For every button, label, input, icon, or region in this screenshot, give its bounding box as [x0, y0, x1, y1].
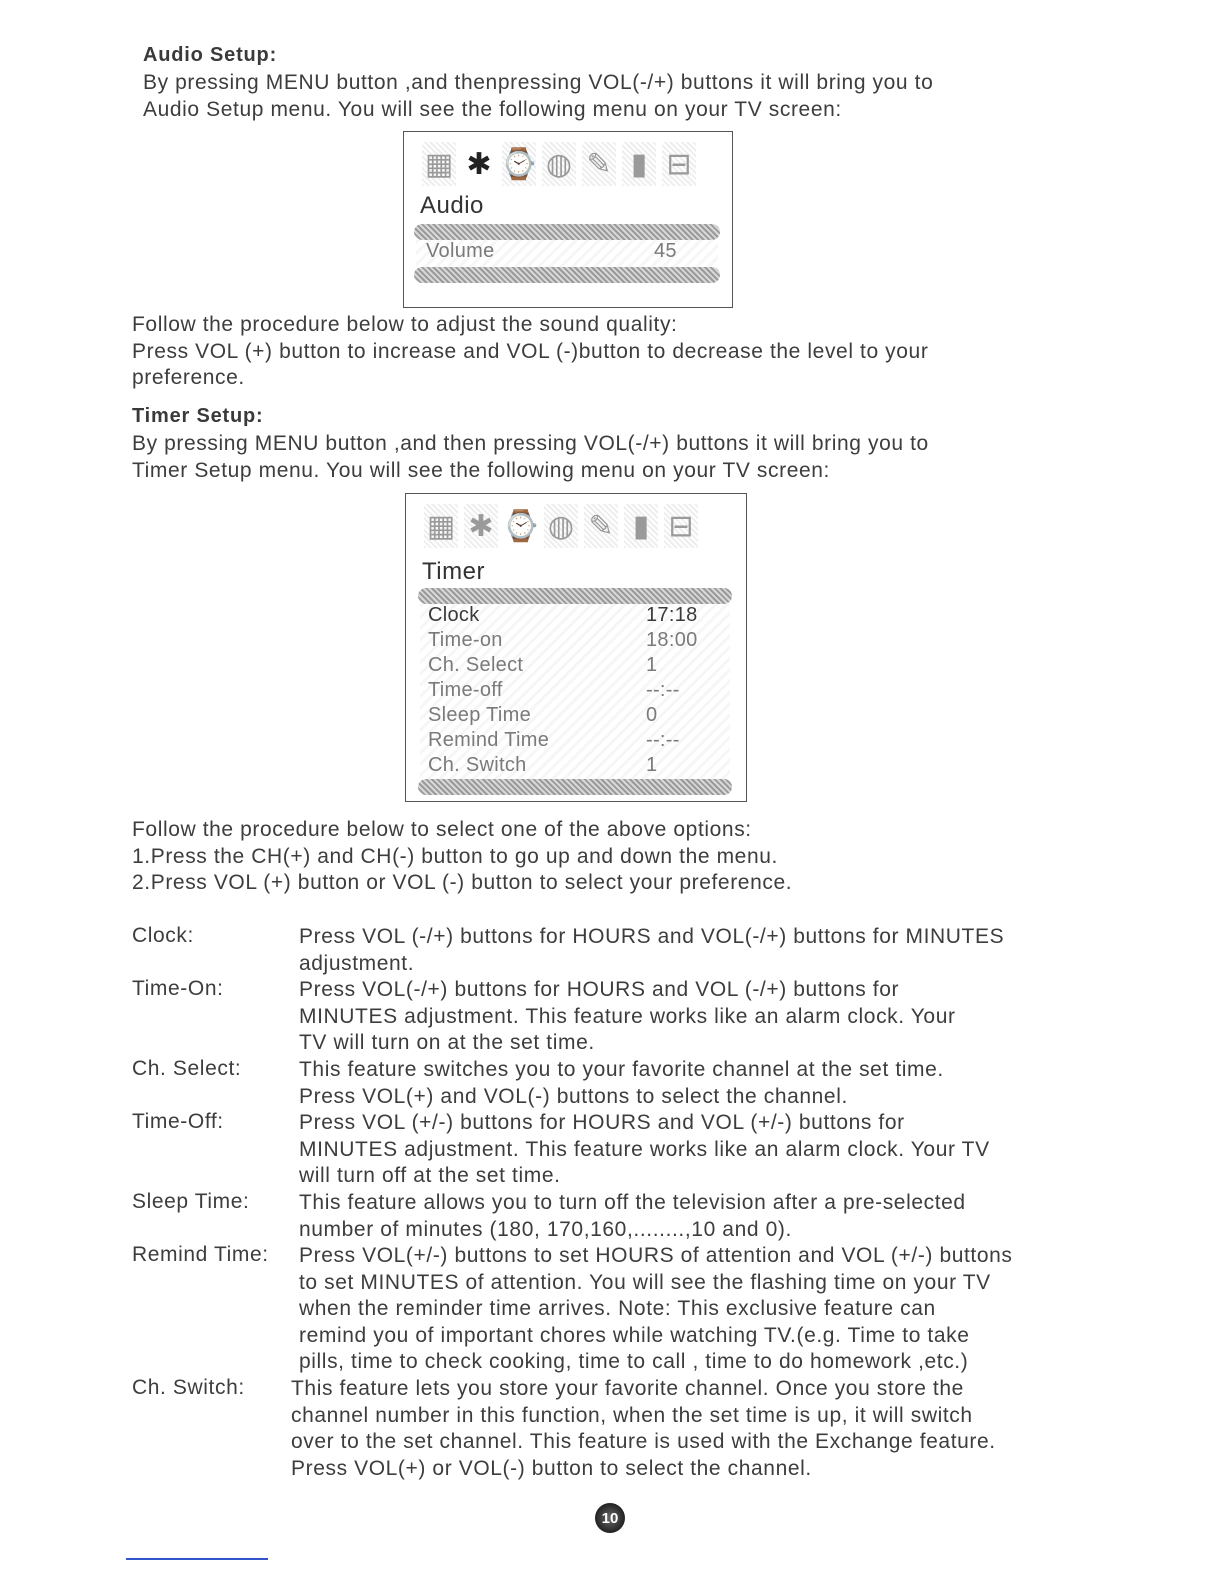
def-line: when the reminder time arrives. Note: This exclusive feature can	[299, 1297, 936, 1320]
menu-row-value: 1	[646, 754, 658, 776]
audio-setup-heading: Audio Setup:	[143, 44, 278, 66]
timer-intro-line: By pressing MENU button ,and then pressing VOL(-/+) buttons it will bring you to	[132, 432, 929, 455]
def-line: Press VOL (-/+) buttons for HOURS and VOL(-/+) buttons for MINUTES	[299, 925, 1005, 948]
menu-row-value: 17:18	[646, 604, 698, 626]
footer-rule	[126, 1558, 268, 1560]
def-line: channel number in this function, when the set time is up, it will switch	[291, 1403, 973, 1427]
def-line: adjustment.	[299, 951, 415, 975]
def-line: number of minutes (180, 170,160,........,10 and 0).	[299, 1217, 792, 1241]
def-line: This feature lets you store your favorite channel. Once you store the	[291, 1377, 964, 1400]
timer-icon: ⌚	[502, 509, 540, 543]
menu-bottom-bar	[414, 267, 720, 283]
menu-row-label: Volume	[426, 240, 495, 262]
def-line: Press VOL(+/-) buttons to set HOURS of attention and VOL (+/-) buttons	[299, 1244, 1013, 1267]
menu-row-label: Ch. Switch	[428, 754, 527, 776]
def-line: Press VOL (+/-) buttons for HOURS and VOL (+/-) buttons for	[299, 1111, 905, 1134]
menu-bottom-bar	[418, 779, 732, 795]
picture-icon: ▦	[424, 504, 458, 548]
audio-menu-title: Audio	[420, 192, 484, 219]
audio-procedure-line: Follow the procedure below to adjust the sound quality:	[132, 313, 678, 336]
globe-icon: ◍	[542, 142, 576, 186]
timer-intro-line: Timer Setup menu. You will see the following menu on your TV screen:	[132, 458, 830, 482]
lock-icon: ⊟	[664, 504, 698, 548]
globe-icon: ◍	[544, 504, 578, 548]
timer-procedure	[132, 817, 792, 897]
lock-icon: ⊟	[662, 142, 696, 186]
menu-top-bar	[418, 588, 732, 604]
def-line: will turn off at the set time.	[299, 1164, 561, 1187]
timer-menu-title: Timer	[422, 558, 485, 585]
menu-row-ch-switch	[428, 754, 658, 777]
def-line: This feature allows you to turn off the television after a pre-selected	[299, 1191, 966, 1214]
def-time-on	[299, 977, 956, 1057]
timer-setup-intro	[132, 431, 929, 484]
audio-setup-intro	[143, 70, 933, 123]
def-line: to set MINUTES of attention. You will see the flashing time on your TV	[299, 1270, 991, 1294]
def-line: Press VOL(+) or VOL(-) button to select the channel.	[291, 1456, 812, 1480]
term-remind-time: Remind Time:	[132, 1243, 269, 1266]
menu-row-remind-time	[428, 729, 680, 752]
timer-icon: ⌚	[502, 142, 536, 186]
timer-procedure-line: 1.Press the CH(+) and CH(-) button to go up and down the menu.	[132, 844, 778, 868]
menu-row-time-off	[428, 679, 680, 702]
audio-icon: ✱	[464, 504, 498, 548]
function-icon: ✎	[584, 504, 618, 548]
menu-icon-row	[422, 142, 696, 186]
audio-intro-line: Audio Setup menu. You will see the following menu on your TV screen:	[143, 97, 842, 121]
menu-row-value: --:--	[646, 679, 680, 701]
timer-procedure-line: Follow the procedure below to select one of the above options:	[132, 818, 752, 841]
menu-row-sleep-time	[428, 704, 658, 727]
menu-top-bar	[414, 224, 720, 240]
def-ch-select	[299, 1057, 944, 1110]
menu-row-value: 45	[654, 240, 677, 262]
def-line: Press VOL(-/+) buttons for HOURS and VOL (-/+) buttons for	[299, 978, 900, 1001]
timer-menu-screen	[405, 493, 747, 802]
def-line: MINUTES adjustment. This feature works like an alarm clock. Your TV	[299, 1137, 990, 1161]
menu-row-volume	[426, 240, 677, 263]
def-line: over to the set channel. This feature is used with the Exchange feature.	[291, 1430, 996, 1453]
audio-icon: ✱	[466, 147, 492, 181]
def-line: TV will turn on at the set time.	[299, 1031, 595, 1054]
menu-row-value: 1	[646, 654, 658, 676]
function-icon: ✎	[582, 142, 616, 186]
menu-row-value: 18:00	[646, 629, 698, 651]
term-ch-select: Ch. Select:	[132, 1057, 242, 1080]
audio-procedure-line: Press VOL (+) button to increase and VOL (-)button to decrease the level to your	[132, 339, 929, 363]
menu-row-label: Time-off	[428, 679, 503, 701]
channel-icon: ▮	[622, 142, 656, 186]
def-ch-switch	[291, 1376, 996, 1482]
def-line: remind you of important chores while watching TV.(e.g. Time to take	[299, 1323, 970, 1347]
menu-row-value: --:--	[646, 729, 680, 751]
timer-setup-heading: Timer Setup:	[132, 405, 264, 427]
menu-row-clock	[428, 604, 698, 627]
menu-row-value: 0	[646, 704, 658, 726]
def-line: MINUTES adjustment. This feature works like an alarm clock. Your	[299, 1004, 956, 1028]
picture-icon: ▦	[422, 142, 456, 186]
term-clock: Clock:	[132, 924, 194, 947]
menu-icon-row	[424, 504, 698, 548]
audio-menu-screen	[403, 131, 733, 308]
menu-row-label: Sleep Time	[428, 704, 532, 726]
menu-row-label: Clock	[428, 604, 480, 626]
audio-procedure-line: preference.	[132, 366, 245, 389]
page-number: 10	[595, 1503, 625, 1533]
def-time-off	[299, 1110, 990, 1190]
menu-row-label: Ch. Select	[428, 654, 524, 676]
term-time-off: Time-Off:	[132, 1110, 224, 1133]
menu-row-label: Time-on	[428, 629, 503, 651]
def-line: Press VOL(+) and VOL(-) buttons to select the channel.	[299, 1084, 848, 1108]
term-time-on: Time-On:	[132, 977, 224, 1000]
audio-intro-line: By pressing MENU button ,and thenpressing VOL(-/+) buttons it will bring you to	[143, 71, 934, 94]
def-clock	[299, 924, 1004, 977]
timer-procedure-line: 2.Press VOL (+) button or VOL (-) button to select your preference.	[132, 871, 793, 894]
audio-procedure	[132, 312, 928, 392]
term-ch-switch: Ch. Switch:	[132, 1376, 245, 1399]
channel-icon: ▮	[624, 504, 658, 548]
def-line: pills, time to check cooking, time to call , time to do homework ,etc.)	[299, 1350, 969, 1373]
menu-row-time-on	[428, 629, 698, 652]
def-line: This feature switches you to your favorite channel at the set time.	[299, 1058, 944, 1081]
def-remind-time	[299, 1243, 1013, 1376]
def-sleep-time	[299, 1190, 966, 1243]
menu-row-ch-select	[428, 654, 658, 677]
menu-row-label: Remind Time	[428, 729, 550, 751]
term-sleep-time: Sleep Time:	[132, 1190, 250, 1213]
